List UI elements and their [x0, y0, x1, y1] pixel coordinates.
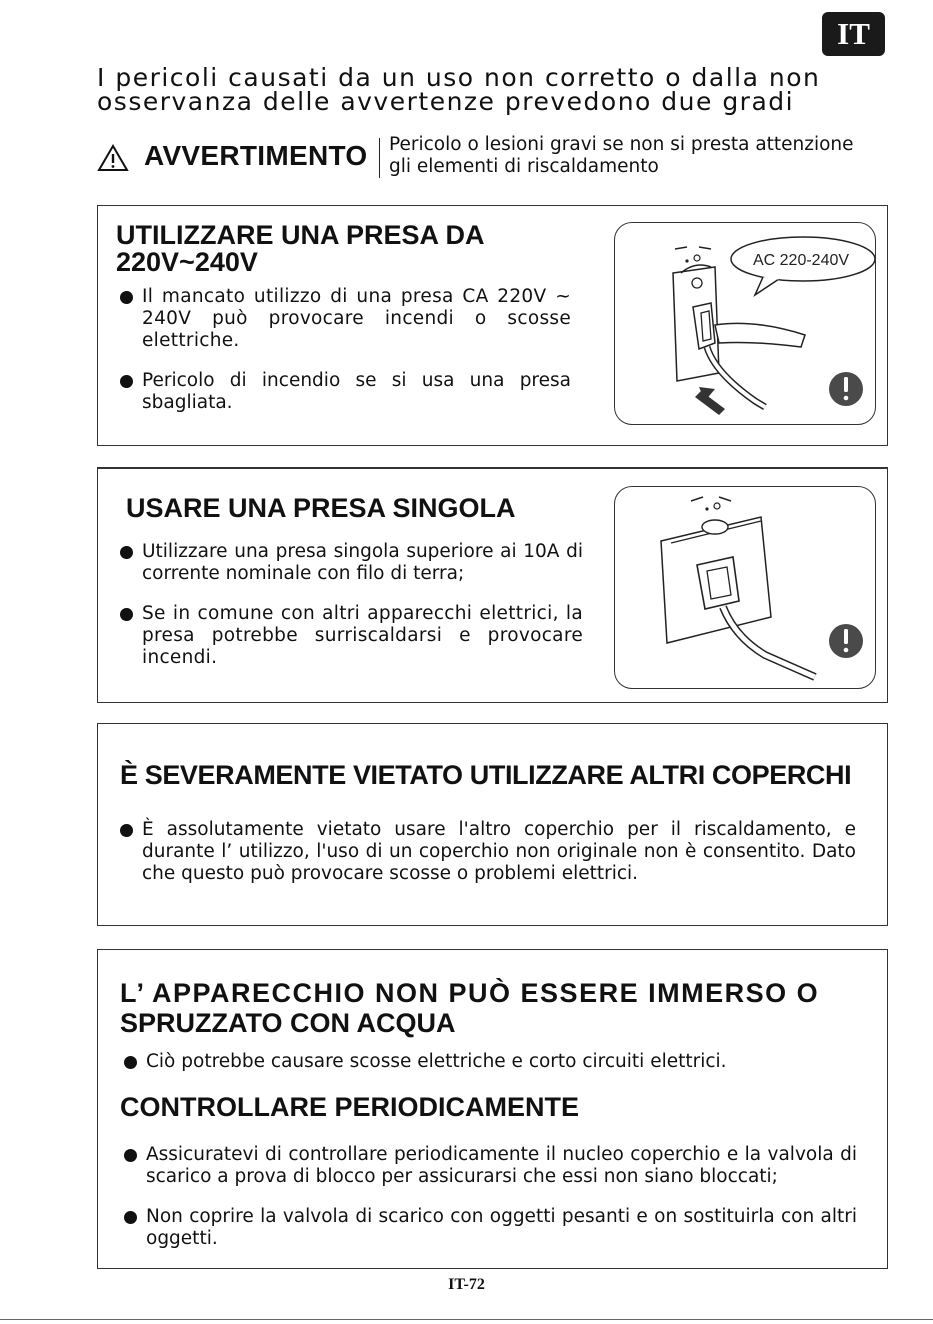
- list-item: Se in comune con altri apparecchi elettrici, la presa potrebbe surriscaldarsi e provocare incendi.: [116, 603, 583, 669]
- outlet-illustration: [614, 222, 876, 425]
- section-title: [116, 222, 485, 276]
- bullet-list: [120, 1051, 860, 1073]
- bullet-list: [116, 819, 856, 885]
- single-outlet-illustration: [614, 486, 876, 689]
- warning-description-line-2: gli elementi di riscaldamento: [389, 156, 659, 177]
- list-item: Il mancato utilizzo di una presa CA 220V ~ 240V può provocare incendi o scosse elettriche.: [116, 286, 571, 352]
- section-title: [120, 978, 819, 1038]
- list-item: Utilizzare una presa singola superiore ai 10A di corrente nominale con filo di terra;: [116, 541, 583, 585]
- bullet-list: [116, 541, 583, 669]
- page-number: IT-72: [448, 1276, 485, 1293]
- warning-description-line-1: Pericolo o lesioni gravi se non si presta attenzione: [389, 134, 854, 155]
- single-outlet-plug-icon: [615, 487, 875, 688]
- list-item: Ciò potrebbe causare scosse elettriche e corto circuiti elettrici.: [120, 1051, 860, 1073]
- section-single-outlet: [97, 467, 888, 703]
- warning-legend: [97, 134, 887, 180]
- section-title-line-2: SPRUZZATO CON ACQUA: [120, 1008, 456, 1038]
- section-water-and-checks: [97, 949, 888, 1269]
- section-title: USARE UNA PRESA SINGOLA: [126, 493, 516, 523]
- intro-line-2: osservanza delle avvertenze prevedono due gradi: [97, 87, 795, 116]
- warning-description: [389, 134, 854, 178]
- section-outlet-voltage: [97, 205, 888, 446]
- section-title-line-1: UTILIZZARE UNA PRESA DA: [116, 220, 485, 250]
- bullet-list: [116, 286, 571, 414]
- list-item: È assolutamente vietato usare l'altro coperchio per il riscaldamento, e durante l’ utilizzo, l'uso di un coperchio non originale non è consentito. Dato che questo può provocare scosse o problemi elettrici.: [116, 819, 856, 885]
- list-item: Non coprire la valvola di scarico con oggetti pesanti e on sostituirla con altri oggetti.: [120, 1206, 857, 1250]
- section-subtitle: CONTROLLARE PERIODICAMENTE: [120, 1092, 579, 1122]
- warning-triangle-icon: [97, 144, 129, 172]
- warning-separator: [379, 138, 380, 178]
- list-item: Pericolo di incendio se si usa una presa sbagliata.: [116, 370, 571, 414]
- language-badge: IT: [822, 12, 885, 56]
- warning-title: AVVERTIMENTO: [144, 140, 368, 171]
- wall-outlet-plug-icon: [615, 223, 875, 424]
- section-other-lids: [97, 723, 888, 926]
- intro-line-1: I pericoli causati da un uso non corretto o dalla non: [97, 63, 821, 92]
- voltage-bubble-label: AC 220-240V: [752, 252, 850, 269]
- bullet-list: [120, 1144, 857, 1250]
- section-title: È SEVERAMENTE VIETATO UTILIZZARE ALTRI COPERCHI: [120, 760, 852, 790]
- section-title-line-1: L’ APPARECCHIO NON PUÒ ESSERE IMMERSO O: [120, 978, 820, 1008]
- list-item: Assicuratevi di controllare periodicamente il nucleo coperchio e la valvola di scarico a prova di blocco per assicurarsi che essi non siano bloccati;: [120, 1144, 857, 1188]
- intro-text: [97, 63, 897, 116]
- section-title-line-2: 220V~240V: [116, 247, 258, 277]
- bottom-rule: [0, 1319, 933, 1320]
